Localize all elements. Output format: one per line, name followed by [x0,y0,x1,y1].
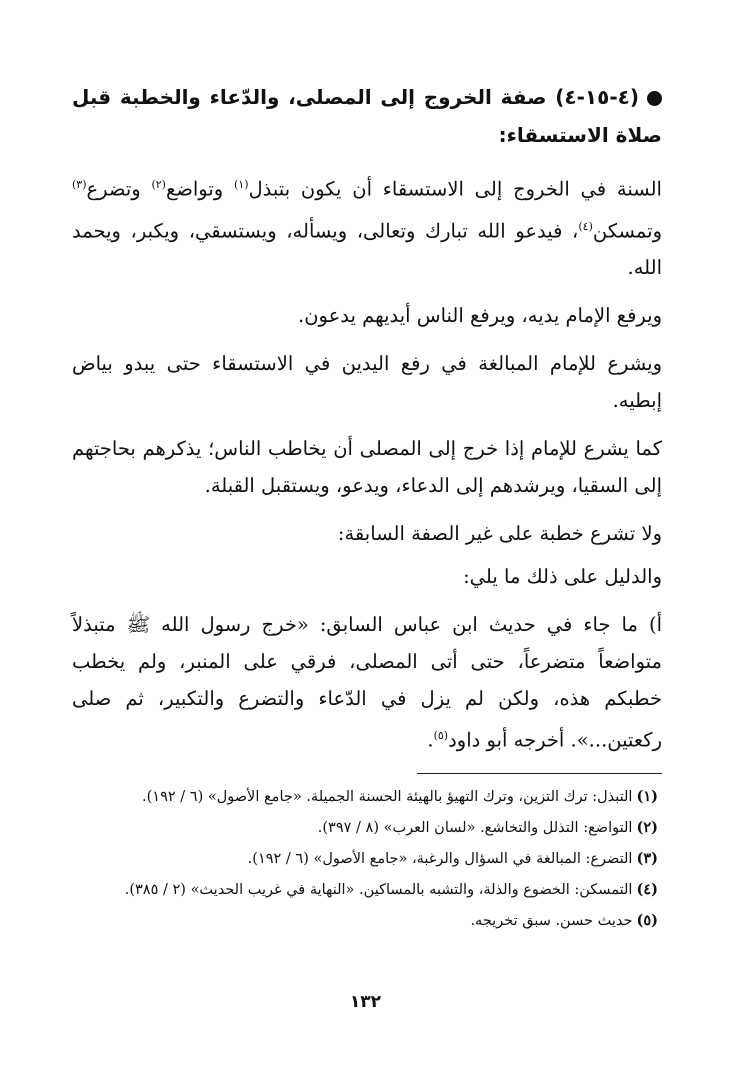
footnote-text: التواضع: التذلل والتخاشع. «لسان العرب» (٨ / ٣٩٧). [317,819,633,836]
footnote-number: (١) [636,787,658,805]
footnote-text: التضرع: المبالغة في السؤال والرغبة، «جامع الأصول» (٦ / ١٩٢). [247,850,633,867]
footnote-2 [72,815,662,841]
text-run: السنة في الخروج إلى الاستسقاء أن يكون بتبذل [248,177,662,201]
footnote-ref-4: (٤) [578,219,593,233]
paragraph-7 [72,606,662,759]
paragraph-3: ويشرع للإمام المبالغة في رفع اليدين في الاستسقاء حتى يبدو بياض إبطيه. [72,352,662,412]
footnote-ref-3: (٣) [72,178,87,191]
footnote-text: التمسكن: الخضوع والذلة، والتشبه بالمساكين. «النهاية في غريب الحديث» (٢ / ٣٨٥). [124,881,633,898]
paragraph-4: كما يشرع للإمام إذا خرج إلى المصلى أن يخاطب الناس؛ يذكرهم بحاجتهم إلى السقيا، ويرشدهم إلى الدعاء، ويدعو، ويستقبل القبلة. [72,437,662,497]
footnote-number: (٣) [636,849,658,867]
footnote-ref-1: (١) [234,178,249,191]
section-title: صفة الخروج إلى المصلى، والدّعاء والخطبة قبل صلاة الاستسقاء: [72,85,662,147]
bullet-icon [647,91,662,106]
section-heading [72,78,662,154]
footnotes [72,784,662,934]
paragraph-1 [72,166,662,286]
text-run: أ) ما جاء في حديث ابن عباس السابق: «خرج رسول الله ﷺ متبذلاً متواضعاً متضرعاً، حتى أتى المصلى، فرقي على المنبر، ولم يخطب خطبكم هذه، ولكن لم يزل في الدّعاء والتضرع والتكبير، ثم صلى ركعتين...». أخرجه أبو داود [72,613,662,752]
paragraph-5: ولا تشرع خطبة على غير الصفة السابقة: [337,522,662,545]
footnote-number: (٤) [636,880,658,898]
text-run: وتمسكن [592,219,662,242]
footnote-text: حديث حسن. سبق تخريجه. [470,912,633,929]
footnote-5 [72,908,662,934]
text-run: . [427,728,434,752]
footnote-3 [72,846,662,872]
paragraph-6: والدليل على ذلك ما يلي: [463,565,662,588]
text-run: وتواضع [165,177,234,201]
footnote-1 [72,784,662,810]
footnote-ref-2: (٢) [151,178,166,191]
section-number: (٤-١٥-٤) [555,85,639,109]
footnote-ref-5: (٥) [433,729,449,742]
footnote-divider [417,773,662,774]
page-body [72,78,662,939]
text-run: وتضرع [86,177,152,201]
paragraph-2: ويرفع الإمام يديه، ويرفع الناس أيديهم يدعون. [298,304,662,327]
text-run: ، فيدعو الله تبارك وتعالى، ويسأله، ويستسقي، ويكبر، ويحمد الله. [72,219,662,279]
footnote-number: (٥) [636,911,658,929]
footnote-text: التبذل: ترك التزين، وترك التهيؤ بالهيئة الحسنة الجميلة. «جامع الأصول» (٦ / ١٩٢). [142,788,633,805]
page-number: ١٣٢ [349,992,382,1012]
footnote-4 [72,877,662,903]
footnote-number: (٢) [636,818,658,836]
